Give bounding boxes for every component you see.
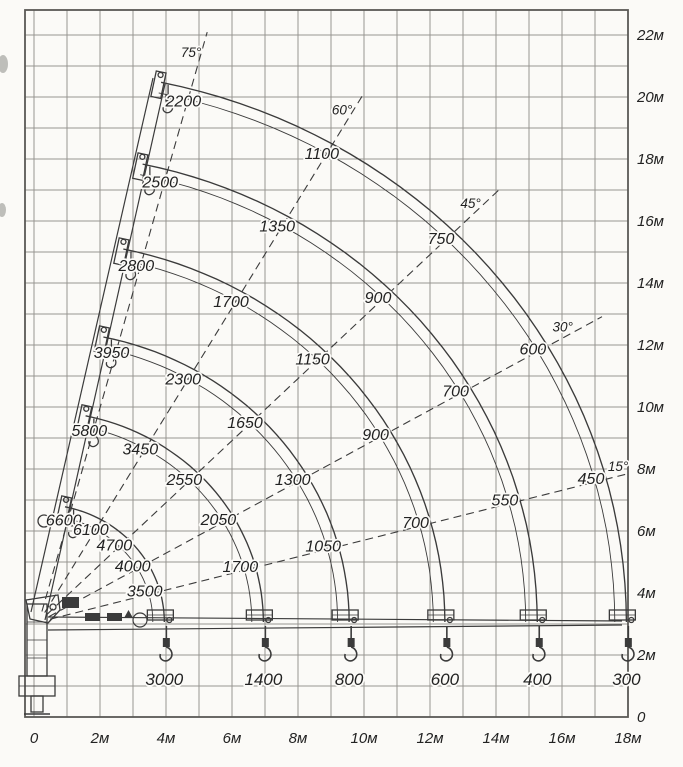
- y-axis-label: 16м: [637, 213, 664, 230]
- boom-decal: [124, 610, 133, 618]
- angle-label: 45°: [460, 195, 481, 211]
- capacity-label: 1650: [227, 415, 263, 432]
- x-axis-label: 4м: [156, 730, 176, 747]
- angle-label: 60°: [331, 102, 353, 118]
- boom-extension-arc: [159, 93, 615, 622]
- boom-head-icon: [609, 610, 635, 623]
- horizontal-capacity-label: 800: [334, 670, 364, 689]
- angle-label: 30°: [552, 319, 573, 335]
- boom-head-icon: [332, 610, 358, 623]
- x-axis-label: 18м: [614, 730, 642, 747]
- capacity-label: 1050: [305, 538, 341, 556]
- y-axis-label: 4м: [637, 585, 656, 602]
- capacity-label: 1150: [295, 351, 330, 369]
- x-axis-label: 10м: [350, 730, 378, 747]
- boom-decal: [62, 597, 79, 608]
- winch-drum-icon: [133, 613, 147, 627]
- horizontal-capacity-label: 1400: [244, 670, 283, 689]
- capacity-label: 1100: [304, 146, 340, 164]
- capacity-label: 1300: [274, 471, 311, 489]
- x-axis-label: 0: [29, 730, 39, 747]
- capacity-label: 2200: [165, 93, 202, 111]
- curves: [42, 32, 667, 622]
- boom-head-icon: [147, 610, 173, 623]
- capacity-label: 3450: [122, 441, 159, 459]
- boom-head-icon: [246, 610, 272, 623]
- x-axis-label: 2м: [90, 730, 110, 747]
- capacity-label: 750: [427, 230, 455, 248]
- y-axis-label: 8м: [637, 461, 656, 478]
- horizontal-capacity-label: 3000: [145, 670, 184, 689]
- capacity-label: 450: [577, 470, 605, 488]
- y-axis-label: 14м: [637, 275, 664, 292]
- capacity-label: 2050: [200, 512, 237, 530]
- capacity-label: 1700: [222, 559, 259, 577]
- capacity-label: 1700: [213, 293, 249, 311]
- horizontal-capacity-label: 400: [523, 670, 552, 689]
- capacity-label: 2550: [166, 472, 203, 489]
- capacity-label: 6100: [73, 522, 109, 540]
- boom-edge: [48, 625, 622, 630]
- boom-decal: [85, 613, 100, 621]
- boom-extension-arc: [86, 416, 264, 622]
- capacity-label: 2300: [165, 371, 201, 389]
- x-axis-label: 16м: [548, 730, 576, 747]
- y-axis-label: 12м: [637, 337, 664, 354]
- capacity-label: 550: [491, 492, 519, 510]
- x-axis-label: 8м: [288, 730, 308, 747]
- angle-label: 15°: [607, 458, 629, 474]
- x-axis-label: 6м: [222, 730, 242, 747]
- capacity-label: 1350: [259, 218, 295, 236]
- capacity-label: 4700: [96, 537, 133, 555]
- y-axis-label: 18м: [637, 151, 664, 168]
- scan-artifact: [0, 55, 8, 217]
- hook-icon: [345, 626, 357, 661]
- labels: [46, 45, 641, 689]
- y-axis-label: 6м: [637, 523, 656, 540]
- capacity-label: 900: [364, 290, 392, 307]
- capacity-label: 3950: [93, 345, 130, 362]
- capacity-label: 2800: [118, 258, 155, 276]
- capacity-label: 4000: [114, 558, 151, 576]
- boom-extension-arc: [103, 337, 349, 622]
- boom-extension-arc: [161, 82, 626, 622]
- boom-decal: [107, 613, 122, 621]
- capacity-label: 900: [362, 426, 389, 444]
- boom-head-icon: [428, 610, 454, 623]
- angle-label: 75°: [180, 45, 202, 60]
- hook-icon: [441, 626, 453, 661]
- capacity-label: 600: [519, 341, 547, 359]
- capacity-label: 6600: [45, 512, 82, 530]
- hook-icon: [533, 626, 545, 661]
- x-axis-label: 12м: [416, 730, 444, 747]
- y-axis-label: 2м: [637, 647, 656, 664]
- horizontal-capacity-label: 600: [430, 670, 460, 689]
- capacity-label: 2500: [142, 174, 178, 192]
- y-axis-label: 20м: [637, 89, 664, 106]
- boom-head-icon: [520, 610, 546, 623]
- y-axis-label: 22м: [637, 27, 664, 44]
- capacity-label: 700: [442, 383, 469, 401]
- capacity-label: 700: [402, 515, 429, 533]
- y-axis-label: 10м: [637, 399, 664, 416]
- horizontal-capacity-label: 300: [612, 670, 641, 689]
- capacity-label: 3500: [126, 583, 163, 601]
- x-axis-label: 14м: [482, 730, 510, 747]
- y-axis-label: 0: [637, 709, 646, 726]
- axis-labels: [30, 27, 664, 747]
- capacity-label: 5800: [71, 422, 108, 440]
